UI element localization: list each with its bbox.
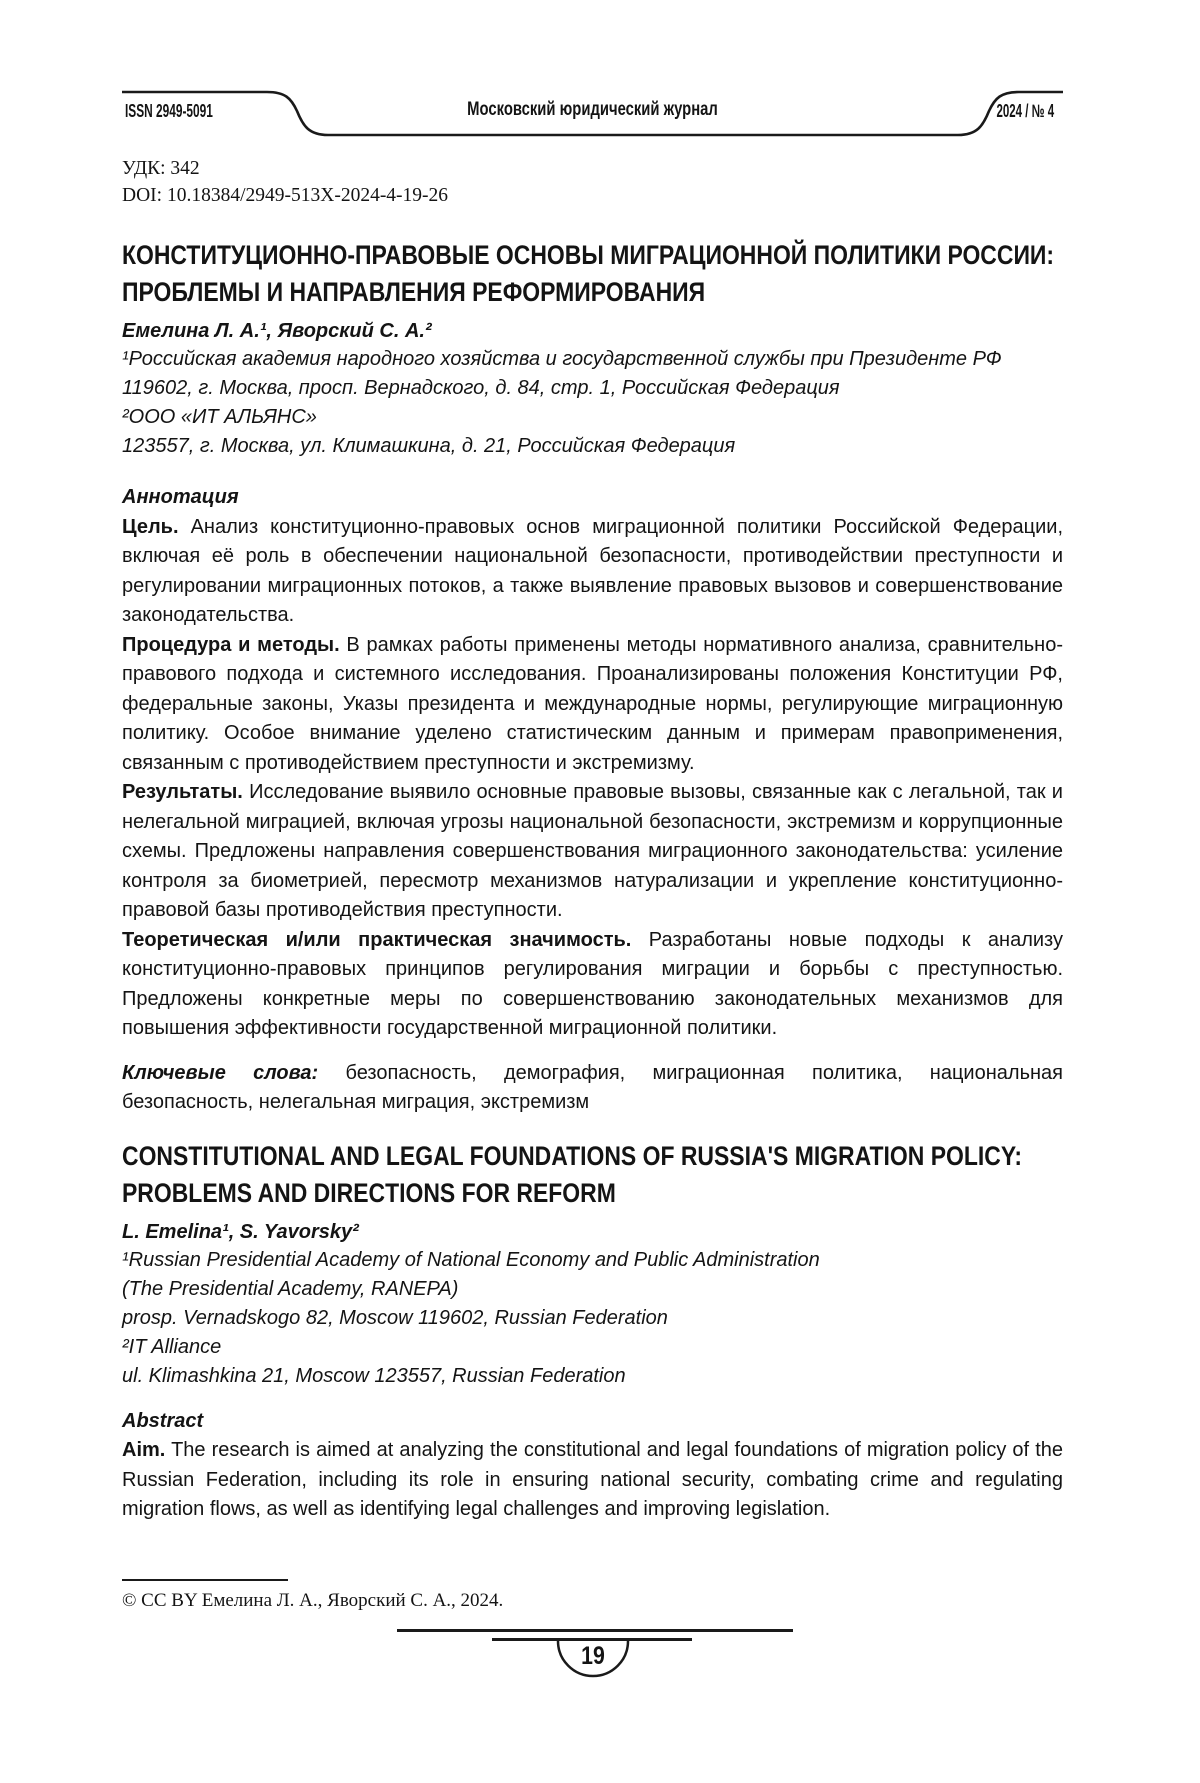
affiliation-ru-line: 123557, г. Москва, ул. Климашкина, д. 21, Российская Федерация bbox=[122, 435, 736, 457]
udc-line: УДК: 342 bbox=[122, 158, 200, 179]
authors-ru: Емелина Л. А.¹, Яворский С. А.² bbox=[122, 320, 432, 342]
header-issue: 2024 / № 4 bbox=[996, 101, 1054, 121]
paragraph-label: Процедура и методы. bbox=[122, 633, 340, 656]
paragraph-text: Анализ конституционно-правовых основ миграционной политики Российской Федерации, включая её роль в обеспечении национальной безопасности, противодействии преступности и регулировании миграционных потоков, а также выявление правовых вызовов и совершенствование законодательства. bbox=[122, 515, 1064, 626]
paragraph-text: Исследование выявило основные правовые вызовы, связанные как с легальной, так и нелегальной миграцией, включая угрозы национальной безопасности, экстремизм и коррупционные схемы. Предложены направления совершенствования миграционного законодательства: усиление контроля за биометрией, пересмотр механизмов натурализации и укрепление конституционно-правовой базы противодействия преступности. bbox=[122, 781, 1063, 921]
abstract-ru-paragraph-aim bbox=[122, 513, 1063, 631]
keywords-text: безопасность, демография, миграционная политика, национальная безопасность, нелегальная миграция, экстремизм bbox=[122, 1061, 1063, 1113]
title-ru-line-1: КОНСТИТУЦИОННО-ПРАВОВЫЕ ОСНОВЫ МИГРАЦИОННОЙ ПОЛИТИКИ РОССИИ: bbox=[122, 240, 1055, 270]
paragraph-label: Теоретическая и/или практическая значимость. bbox=[122, 928, 632, 951]
paragraph-text: Разработаны новые подходы к анализу конституционно-правовых принципов регулирования миграции и борьбы с преступностью. Предложены конкретные меры по совершенствованию законодательных механизмов для повышения эффективности государственной миграционной политики. bbox=[122, 928, 1063, 1039]
abstract-ru-heading: Аннотация bbox=[122, 486, 239, 508]
affiliation-en-line: (The Presidential Academy, RANEPA) bbox=[122, 1277, 459, 1300]
paragraph-label: Результаты. bbox=[122, 781, 243, 803]
abstract-ru-paragraph-significance bbox=[122, 926, 1063, 1044]
page-number: 19 bbox=[581, 1642, 605, 1670]
affiliation-en-line: prosp. Vernadskogo 82, Moscow 119602, Russian Federation bbox=[122, 1306, 668, 1329]
title-en-line-1: CONSTITUTIONAL AND LEGAL FOUNDATIONS OF RUSSIA'S MIGRATION POLICY: bbox=[122, 1140, 1023, 1171]
paragraph-text: The research is aimed at analyzing the constitutional and legal foundations of migration policy of the Russian Federation, including its role in ensuring national security, combating crime and regulating migration flows, as well as identifying legal challenges and improving legislation. bbox=[122, 1439, 1063, 1520]
page-number-rule-long bbox=[397, 1629, 793, 1632]
article-page bbox=[122, 0, 1063, 1525]
keywords-label: Ключевые слова: bbox=[122, 1061, 319, 1084]
article-title-ru bbox=[122, 237, 1063, 311]
affiliation-ru-line: 119602, г. Москва, просп. Вернадского, д. 84, стр. 1, Российская Федерация bbox=[122, 377, 840, 399]
abstract-en-heading: Abstract bbox=[122, 1409, 204, 1432]
header-issn: ISSN 2949-5091 bbox=[125, 101, 213, 121]
affiliation-en-line: ul. Klimashkina 21, Moscow 123557, Russian Federation bbox=[122, 1364, 626, 1387]
article-title-en bbox=[122, 1138, 1063, 1212]
paragraph-text: В рамках работы применены методы нормативного анализа, сравнительно-правового подхода и системного исследования. Проанализированы положения Конституции РФ, федеральные законы, Указы президента и международные нормы, регулирующие миграционную политику. Особое внимание уделено статистическим данным и примерам правоприменения, связанным с противодействием преступности и экстремизму. bbox=[122, 633, 1063, 774]
abstract-en-paragraph-aim bbox=[122, 1436, 1063, 1525]
abstract-ru-paragraph-results bbox=[122, 778, 1063, 926]
affiliations-ru bbox=[122, 345, 1063, 461]
header-journal-title: Московский юридический журнал bbox=[467, 99, 718, 120]
abstract-ru bbox=[122, 513, 1063, 1044]
authors-en: L. Emelina¹, S. Yavorsky² bbox=[122, 1220, 359, 1243]
abstract-en bbox=[122, 1436, 1063, 1525]
affiliation-en-line: ¹Russian Presidential Academy of National Economy and Public Administration bbox=[122, 1248, 820, 1271]
affiliation-ru-line: ¹Российская академия народного хозяйства и государственной службы при Президенте РФ bbox=[122, 348, 1002, 370]
title-en-line-2: PROBLEMS AND DIRECTIONS FOR REFORM bbox=[122, 1177, 616, 1208]
copyright-line: © CC BY Емелина Л. А., Яворский С. А., 2024. bbox=[122, 1590, 504, 1611]
paragraph-label: Цель. bbox=[122, 515, 179, 538]
doi-line: DOI: 10.18384/2949-513X-2024-4-19-26 bbox=[122, 185, 449, 206]
affiliation-en-line: ²IT Alliance bbox=[122, 1335, 222, 1358]
paragraph-label: Aim. bbox=[122, 1439, 166, 1461]
affiliation-ru-line: ²ООО «ИТ АЛЬЯНС» bbox=[122, 406, 317, 428]
footnote-rule bbox=[122, 1579, 288, 1581]
abstract-ru-paragraph-methods bbox=[122, 631, 1063, 779]
keywords-ru bbox=[122, 1059, 1063, 1118]
title-ru-line-2: ПРОБЛЕМЫ И НАПРАВЛЕНИЯ РЕФОРМИРОВАНИЯ bbox=[122, 277, 706, 307]
affiliations-en bbox=[122, 1246, 1063, 1391]
